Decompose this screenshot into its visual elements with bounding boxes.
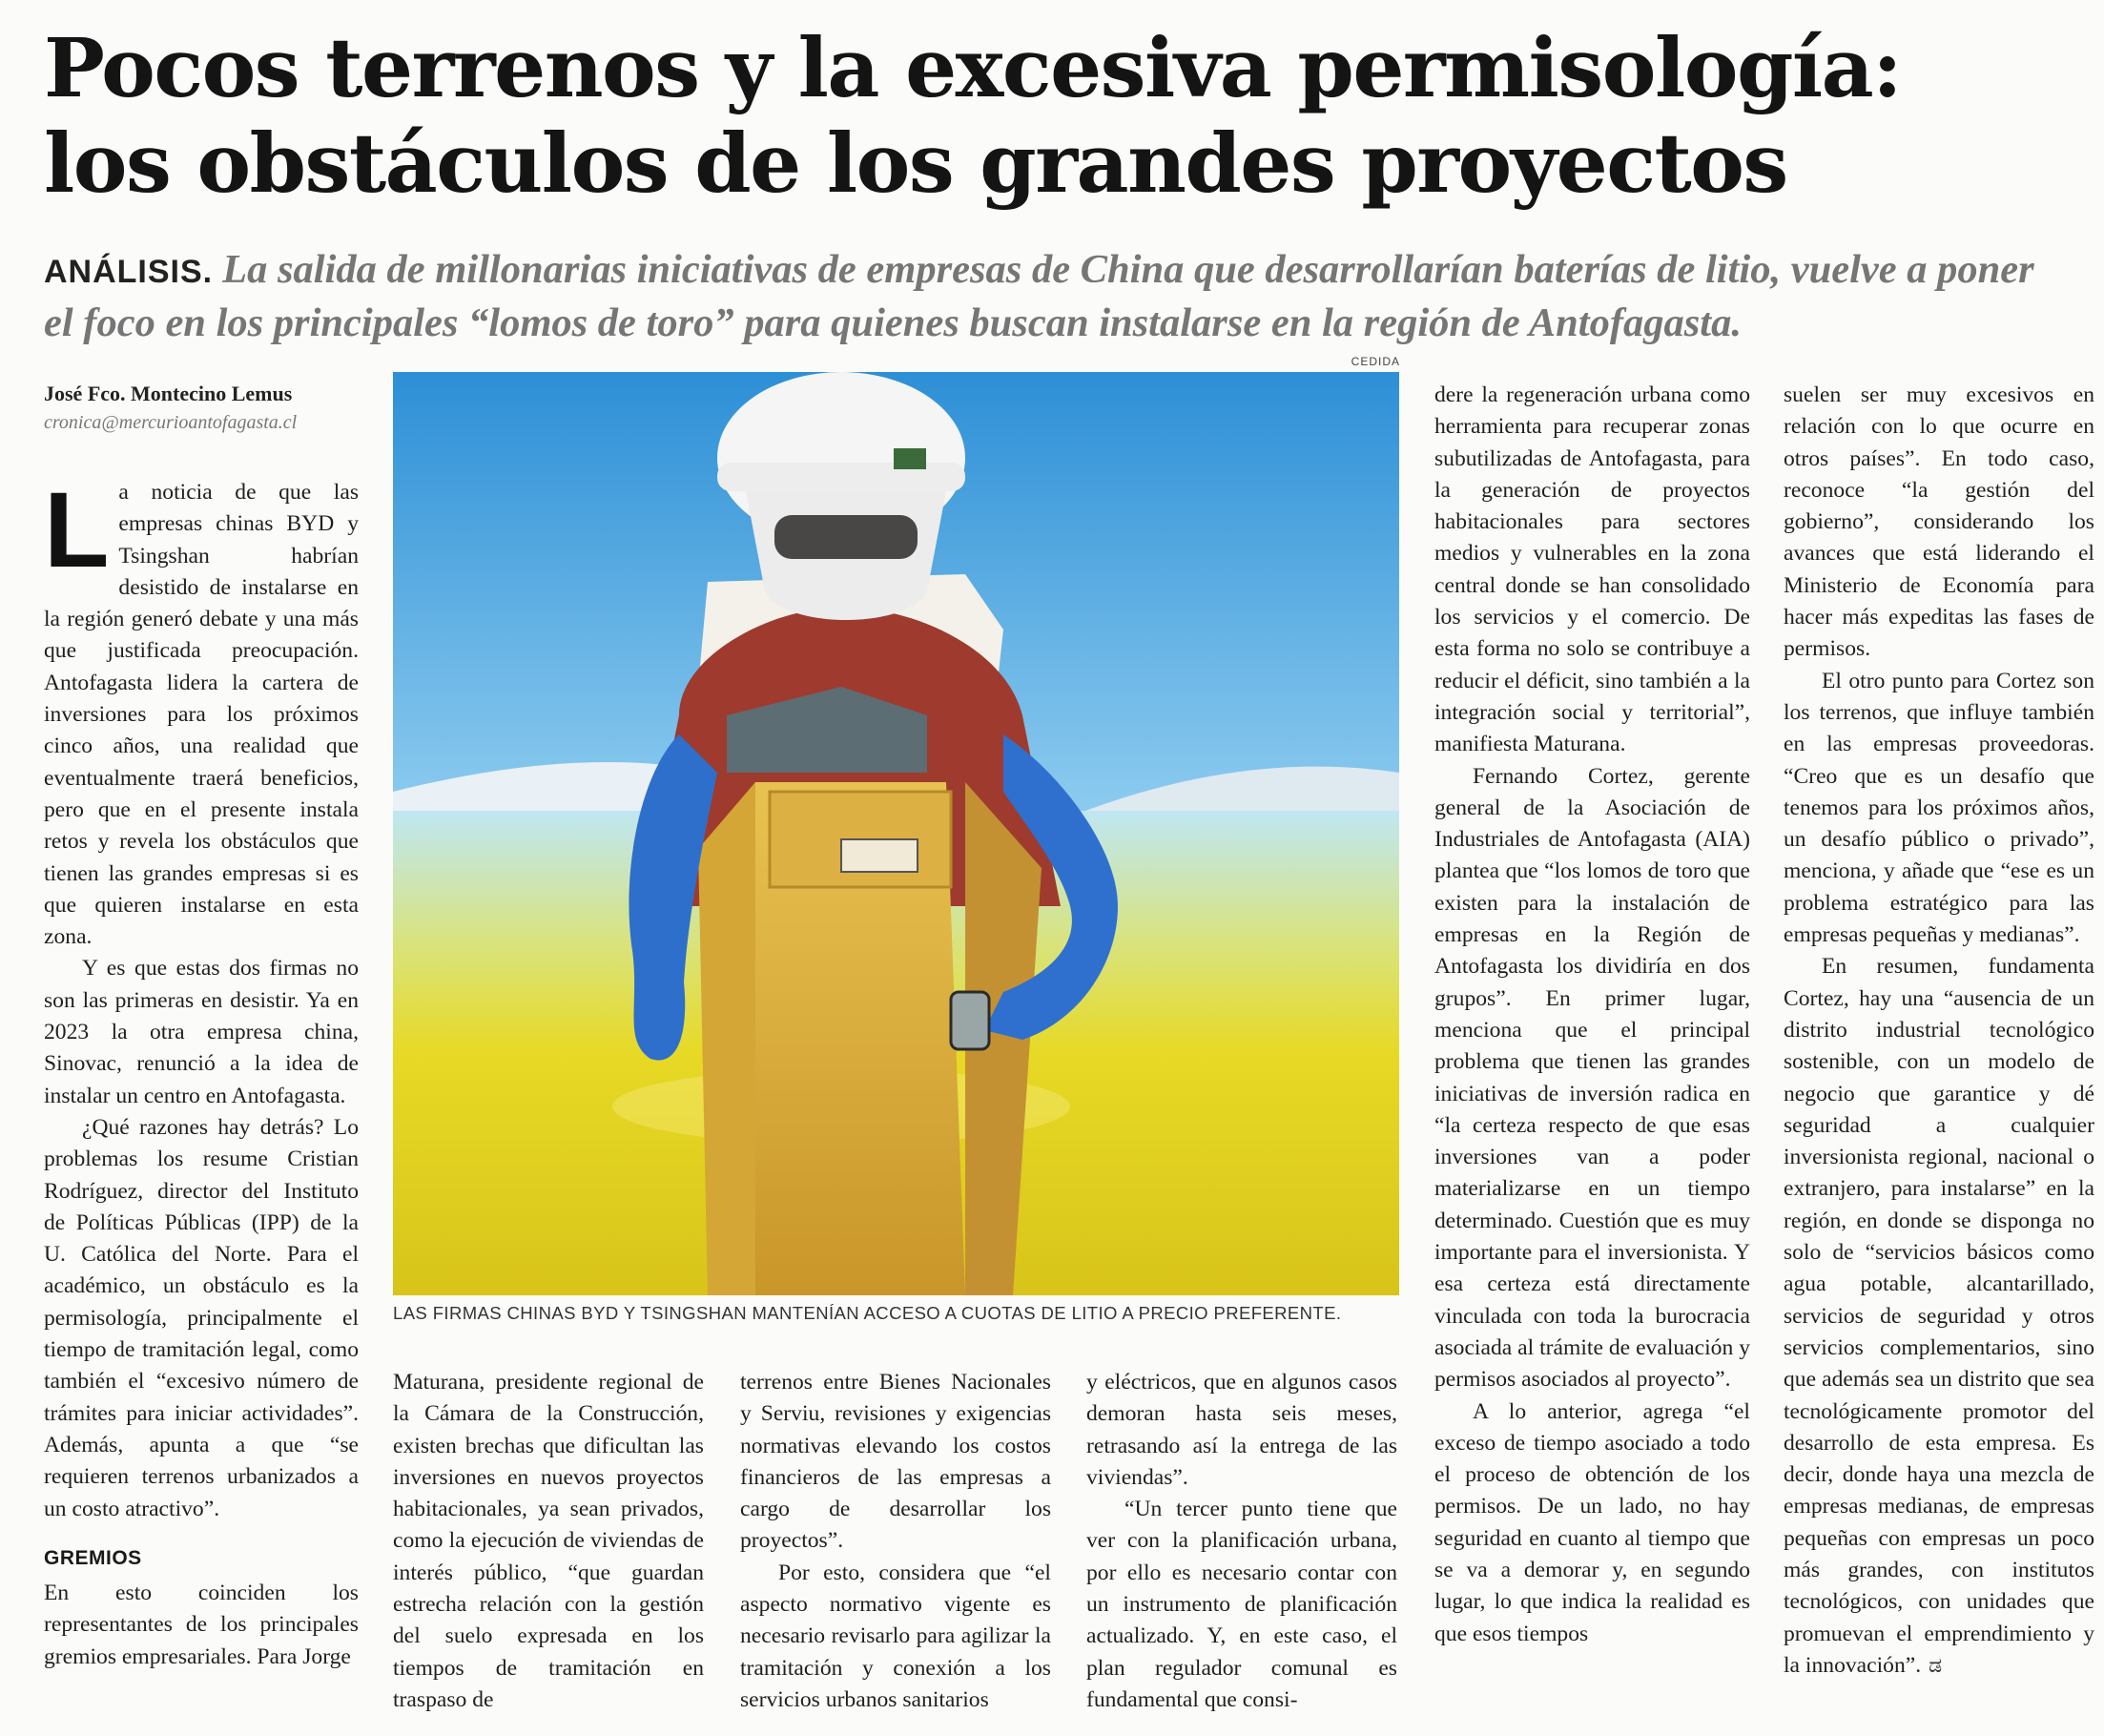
byline: [44, 382, 359, 434]
article-paragraph: En esto coinciden los representantes de los principales gremios empresariales. Para Jorge: [44, 1581, 359, 1669]
article-column-1: [44, 470, 359, 1673]
headline-line-2: los obstáculos de los grandes proyectos: [44, 116, 1787, 212]
article-paragraph: ¿Qué razones hay detrás? Lo problemas los resume Cristian Rodríguez, director del Instituto de Políticas Públicas (IPP) de la U. Católica del Norte. Para el académico, un obstáculo es la permisología, principalmente el tiempo de tramitación legal, como también el “excesivo número de trámites para iniciar actividades”. Además, apunta a que “se requieren terrenos urbanizados a un costo atractivo”.: [44, 1114, 359, 1521]
article-column-4: [1086, 1367, 1397, 1716]
article-paragraph: suelen ser muy excesivos en relación con lo que ocurre en otros países”. En todo caso, reconoce “la gestión del gobierno”, considerando los avances que está liderando el Ministerio de Economía para hacer más expeditas las fases de permisos.: [1784, 382, 2094, 662]
article-paragraph: Maturana, presidente regional de la Cámara de la Construcción, existen brechas que dificultan las inversiones en nuevos proyectos habitacionales, ya sean privados, como la ejecución de viviendas de interés público, “que guardan estrecha relación con la gestión del suelo expresada en los tiempos de tramitación en traspaso de: [393, 1370, 704, 1712]
article-paragraph: Fernando Cortez, gerente general de la Asociación de Industriales de Antofagasta (AIA) plantea que “los lomos de toro que existen para la instalación de empresas en la Región de Antofagasta los dividiría en dos grupos”. En primer lugar, menciona que el principal problema que tienen las grandes iniciativas de inversión radica en “la certeza respecto de que esas inversiones van a poder materializarse en un tiempo determinado. Cuestión que es muy importante para el inversionista. Y esa certeza está directamente vinculada con toda la burocracia asociada al trámite de evaluación y permisos asociados al proyecto”.: [1434, 763, 1750, 1393]
end-mark-icon: ಡ: [1929, 1653, 1943, 1678]
article-paragraph: dere la regeneración urbana como herramienta para recuperar zonas subutilizadas de Antofagasta, para la generación de proyectos habitacionales para sectores medios y vulnerables en la zona central donde se han consolidado los servicios y el comercio. De esta forma no solo se contribuye a reducir el déficit, sino también a la integración social y territorial”, manifiesta Maturana.: [1434, 382, 1750, 757]
article-paragraph: La noticia de que las empresas chinas BYD y Tsingshan habrían desistido de instalarse en la región generó debate y una más que justificada preocupación. Antofagasta lidera la cartera de inversiones para los próximos cinco años, una realidad que eventualmente traerá beneficios, pero que en el presente instala retos y revela los obstáculos que tienen las grandes empresas si es que quieren instalarse en esta zona.: [44, 470, 359, 950]
lithium-worker-illustration: [393, 372, 1399, 1295]
article-paragraph: “Un tercer punto tiene que ver con la planificación urbana, por ello es necesario contar con un instrumento de planificación actualizado. Y, en este caso, el plan regulador comunal es fundamental que consi-: [1086, 1497, 1397, 1712]
headline-line-1: Pocos terrenos y la excesiva permisología:: [44, 21, 1902, 116]
deck-kicker: ANÁLISIS.: [44, 254, 214, 290]
article-paragraph: En resumen, fundamenta Cortez, hay una “ausencia de un distrito industrial tecnológico sostenible, con un modelo de negocio que garantice y dé seguridad a cualquier inversionista regional, nacional o extranjero, para instalarse” en la región, en donde se disponga no solo de “servicios básicos como agua potable, alcantarillado, servicios de seguridad y otros servicios complementarios, sino que además sea un distrito que sea tecnológicamente promotor del desarrollo de esta empresa. Es decir, donde haya una mezcla de empresas medianas, de empresas pequeñas con empresas un poco más grandes, con institutos tecnológicos, con unidades que promuevan el emprendimiento y la innovación”. ಡ: [1784, 954, 2094, 1678]
article-column-2: [393, 1367, 704, 1716]
article-column-5: [1434, 380, 1750, 1650]
article-paragraph: A lo anterior, agrega “el exceso de tiempo asociado a todo el proceso de obtención de los permisos. De un lado, no hay seguridad en cuanto al tiempo que se va a demorar y, en segundo lugar, lo que indica la realidad es que esos tiempos: [1434, 1398, 1750, 1646]
author-name: José Fco. Montecino Lemus: [44, 382, 293, 405]
article-paragraph: El otro punto para Cortez son los terrenos, que influye también en las empresas proveedoras. “Creo que es un desafío que tenemos para los próximos años, un desafío público o privado”, menciona, y añade que “ese es un problema estratégico para las empresas pequeñas y medianas”.: [1784, 668, 2094, 948]
deck: [44, 244, 2066, 349]
photo-credit: CEDIDA: [1351, 355, 1400, 368]
article-photo: [393, 372, 1399, 1295]
article-column-3: [740, 1367, 1051, 1716]
article-paragraph: Por esto, considera que “el aspecto normativo vigente es necesario revisarlo para agilizar la tramitación y conexión a los servicios urbanos sanitarios: [740, 1560, 1051, 1712]
article-paragraph: terrenos entre Bienes Nacionales y Serviu, revisiones y exigencias normativas elevando los costos financieros de las empresas a cargo de desarrollar los proyectos”.: [740, 1370, 1051, 1554]
photo-caption: LAS FIRMAS CHINAS BYD Y TSINGSHAN MANTENÍAN ACCESO A CUOTAS DE LITIO A PRECIO PREFERENTE.: [393, 1303, 1342, 1323]
subhead-gremios: GREMIOS: [44, 1546, 142, 1569]
headline: [44, 21, 2085, 212]
article-column-6: [1784, 380, 2094, 1682]
article-paragraph: y eléctricos, que en algunos casos demoran hasta seis meses, retrasando así la entrega de las viviendas”.: [1086, 1370, 1397, 1490]
sample-bottle: [951, 992, 989, 1049]
article-paragraph: Y es que estas dos firmas no son las primeras en desistir. Ya en 2023 la otra empresa china, Sinovac, renunció a la idea de instalar un centro en Antofagasta.: [44, 956, 359, 1108]
drop-cap: L: [44, 470, 110, 589]
deck-text: La salida de millonarias iniciativas de empresas de China que desarrollarían baterías de litio, vuelve a poner el foco en los principales “lomos de toro” para quienes buscan instalarse en la región de Antofagasta.: [44, 247, 2034, 345]
goggles: [774, 515, 918, 559]
author-email: cronica@mercurioantofagasta.cl: [44, 412, 298, 433]
